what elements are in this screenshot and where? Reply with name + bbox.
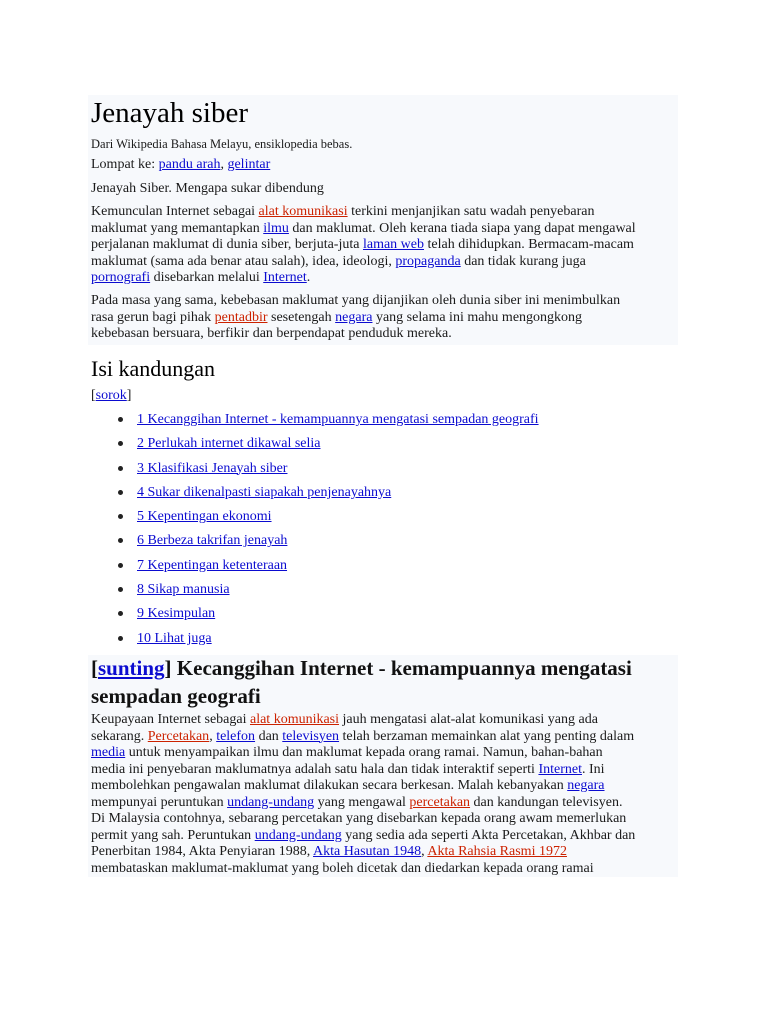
link-akta-rahsia-rasmi[interactable]: Akta Rahsia Rasmi 1972 (427, 844, 567, 859)
toc-hide-link[interactable]: sorok (95, 388, 127, 403)
link-internet[interactable]: Internet (263, 270, 307, 285)
link-percetakan[interactable]: Percetakan (147, 728, 210, 744)
intro-paragraph-2: Pada masa yang sama, kebebasan maklumat yang dijanjikan oleh dunia siber ini menimbulkan rasa gerun bagi pihak pentadbir sesetengah negara yang selama ini mahu mengongkong kebebasan bersuara, berfikir dan berpendapat penduduk mereka. (91, 293, 621, 341)
toc-link-9[interactable]: 9 Kesimpulan (137, 606, 216, 622)
link-percetakan-2[interactable]: percetakan (409, 794, 471, 810)
jump-search-link[interactable]: gelintar (227, 157, 271, 172)
toc-link-6[interactable]: 6 Berbeza takrifan jenayah (137, 533, 288, 549)
section-heading: [sunting] Kecanggihan Internet - kemampuannya mengatasi sempadan geografi (91, 656, 632, 708)
section-paragraph: Keupayaan Internet sebagai alat komunikasi jauh mengatasi alat-alat komunikasi yang ada sekarang. Percetakan, telefon dan televisyen telah berzaman memainkan alat yang penting dalam media untuk menyampaikan ilmu dan maklumat kepada orang ramai. Namun, bahan-bahan media ini penyebaran maklumatnya adalah satu hala dan tidak interaktif seperti Internet. Ini membolehkan pengawalan maklumat dilakukan secara berkesan. Malah kebanyakan negara mempunyai peruntukan undang-undang yang mengawal percetakan dan kandungan televisyen. Di Malaysia contohnya, sebarang percetakan yang disebarkan kepada orang awam memerlukan permit yang sah. Peruntukan undang-undang yang sedia ada seperti Akta Percetakan, Akhbar dan Penerbitan 1984, Akta Penyiaran 1988, Akta Hasutan 1948, Akta Rahsia Rasmi 1972 membataskan maklumat-maklumat yang boleh dicetak dan diedarkan kepada orang ramai (91, 712, 636, 876)
toc-item (115, 529, 539, 553)
toc-link-8[interactable]: 8 Sikap manusia (137, 582, 230, 598)
link-telefon[interactable]: telefon (216, 728, 256, 744)
link-televisyen[interactable]: televisyen (282, 728, 340, 744)
toc-link-4[interactable]: 4 Sukar dikenalpasti siapakah penjenayahnya (137, 484, 392, 500)
link-laman-web[interactable]: laman web (362, 237, 424, 252)
link-pornografi[interactable]: pornografi (91, 270, 151, 285)
toc-item (115, 457, 539, 481)
link-undang-undang[interactable]: undang-undang (227, 794, 315, 810)
toc-item (115, 481, 539, 505)
link-internet-2[interactable]: Internet (538, 761, 582, 777)
toc-item (115, 505, 539, 529)
toc-link-3[interactable]: 3 Klasifikasi Jenayah siber (137, 460, 288, 476)
link-negara[interactable]: negara (335, 309, 373, 325)
jump-separator: , (220, 157, 228, 172)
link-media[interactable]: media (91, 745, 126, 760)
toc-link-10[interactable]: 10 Lihat juga (137, 630, 212, 646)
edit-section-link[interactable]: sunting (98, 656, 165, 680)
link-ilmu[interactable]: ilmu (263, 220, 289, 236)
page-title: Jenayah siber (91, 97, 249, 129)
tagline: Dari Wikipedia Bahasa Melayu, ensiklopedia bebas. (91, 137, 353, 151)
jump-prefix: Lompat ke: (91, 157, 159, 172)
toc-item (115, 408, 539, 432)
toc-item (115, 578, 539, 602)
link-pentadbir[interactable]: pentadbir (214, 309, 268, 325)
toc-item (115, 602, 539, 626)
toc-toggle: [sorok] (91, 388, 132, 403)
toc-list (115, 408, 539, 651)
toc-link-7[interactable]: 7 Kepentingan ketenteraan (137, 557, 288, 573)
link-negara-2[interactable]: negara (567, 778, 605, 793)
toc-item (115, 554, 539, 578)
toc-item (115, 432, 539, 456)
jump-nav-link[interactable]: pandu arah (158, 157, 221, 172)
article-subtitle: Jenayah Siber. Mengapa sukar dibendung (91, 181, 324, 196)
toc-link-2[interactable]: 2 Perlukah internet dikawal selia (137, 436, 321, 452)
link-alat-komunikasi-2[interactable]: alat komunikasi (249, 712, 340, 727)
toc-heading: Isi kandungan (91, 356, 216, 381)
link-akta-hasutan[interactable]: Akta Hasutan 1948 (313, 844, 422, 859)
toc-item (115, 627, 539, 651)
toc-link-5[interactable]: 5 Kepentingan ekonomi (137, 509, 272, 525)
link-alat-komunikasi[interactable]: alat komunikasi (258, 204, 348, 219)
link-propaganda[interactable]: propaganda (395, 253, 461, 269)
toc-link-1[interactable]: 1 Kecanggihan Internet - kemampuannya mengatasi sempadan geografi (137, 412, 539, 427)
intro-paragraph-1: Kemunculan Internet sebagai alat komunikasi terkini menjanjikan satu wadah penyebaran maklumat yang memantapkan ilmu dan maklumat. Oleh kerana tiada siapa yang dapat mengawal perjalanan maklumat di dunia siber, berjuta-juta laman web telah dihidupkan. Bermacam-macam maklumat (sama ada benar atau salah), idea, ideologi, propaganda dan tidak kurang juga pornografi disebarkan melalui Internet. (91, 204, 636, 285)
jump-links (91, 157, 681, 173)
section-heading-text: Kecanggihan Internet - kemampuannya mengatasi sempadan geografi (91, 656, 632, 708)
link-undang-undang-2[interactable]: undang-undang (254, 827, 342, 843)
